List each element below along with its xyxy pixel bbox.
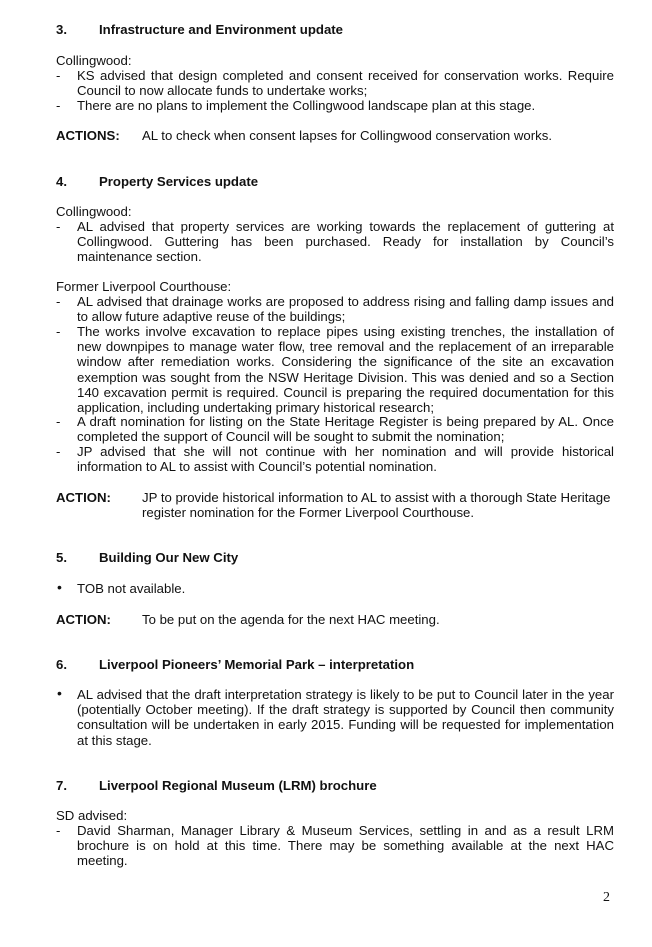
list-item: - The works involve excavation to replace pipes using existing trenches, the installation of new downpipes to manage water flow, tree removal and the replacement of an irreparable window after remediation works. Considering the significance of the site an excavation exemption was sought from the NSW Heritage Division. This was denied and so a Section 140 excavation permit is required. Council is preparing the required documentation for this application, including undertaking primary historical research; xyxy=(56,324,614,416)
section-title: Liverpool Regional Museum (LRM) brochure xyxy=(99,778,377,793)
action-text: AL to check when consent lapses for Collingwood conservation works. xyxy=(142,128,553,143)
section-3-heading xyxy=(56,22,343,37)
section-title: Infrastructure and Environment update xyxy=(99,22,344,37)
subheading: SD advised: xyxy=(56,808,128,823)
action-item xyxy=(56,612,614,627)
bullet-item: • TOB not available. xyxy=(57,579,186,596)
section-5-heading xyxy=(56,550,238,565)
list-item: - KS advised that design completed and consent received for conservation works. Require Council to now allocate funds to undertake works; xyxy=(56,68,614,99)
section-title: Building Our New City xyxy=(99,550,239,565)
section-number: 4. xyxy=(56,174,67,189)
action-label: ACTION: xyxy=(56,612,111,627)
list-item: - AL advised that property services are working towards the replacement of guttering at Collingwood. Guttering has been purchased. Ready for installation by Council’s maintenance section. xyxy=(56,219,614,265)
subheading: Collingwood: xyxy=(56,53,132,68)
section-7-heading xyxy=(56,778,377,793)
subheading: Former Liverpool Courthouse: xyxy=(56,279,232,294)
section-number: 7. xyxy=(56,778,67,793)
action-item xyxy=(56,490,614,520)
section-number: 3. xyxy=(56,22,67,37)
list-item: - There are no plans to implement the Collingwood landscape plan at this stage. xyxy=(56,98,536,113)
action-label: ACTION: xyxy=(56,490,111,505)
action-text: To be put on the agenda for the next HAC meeting. xyxy=(142,612,440,627)
list-item: - JP advised that she will not continue with her nomination and will provide historical information to AL to assist with Council’s potential nomination. xyxy=(56,444,614,475)
bullet-item: • AL advised that the draft interpretation strategy is likely to be put to Council later in the year (potentially October meeting). If the draft strategy is supported by Council then community consultation will be undertaken in early 2015. Funding will be requested for implementation at this stage. xyxy=(57,685,614,748)
action-label: ACTIONS: xyxy=(56,128,120,143)
list-item: - A draft nomination for listing on the State Heritage Register is being prepared by AL. Once completed the support of Council will be sought to submit the nomination; xyxy=(56,414,614,445)
action-item xyxy=(56,128,614,143)
section-title: Liverpool Pioneers’ Memorial Park – interpretation xyxy=(99,657,415,672)
action-text: JP to provide historical information to AL to assist with a thorough State Heritage register nomination for the Former Liverpool Courthouse. xyxy=(142,490,611,521)
section-4-heading xyxy=(56,174,258,189)
list-item: - AL advised that drainage works are proposed to address rising and falling damp issues and to allow future adaptive reuse of the buildings; xyxy=(56,294,614,325)
section-6-heading xyxy=(56,657,414,672)
section-number: 6. xyxy=(56,657,67,672)
section-title: Property Services update xyxy=(99,174,259,189)
subheading: Collingwood: xyxy=(56,204,132,219)
page-number: 2 xyxy=(603,890,610,905)
list-item: - David Sharman, Manager Library & Museum Services, settling in and as a result LRM brochure is on hold at this time. There may be something available at the next HAC meeting. xyxy=(56,823,614,869)
section-number: 5. xyxy=(56,550,67,565)
